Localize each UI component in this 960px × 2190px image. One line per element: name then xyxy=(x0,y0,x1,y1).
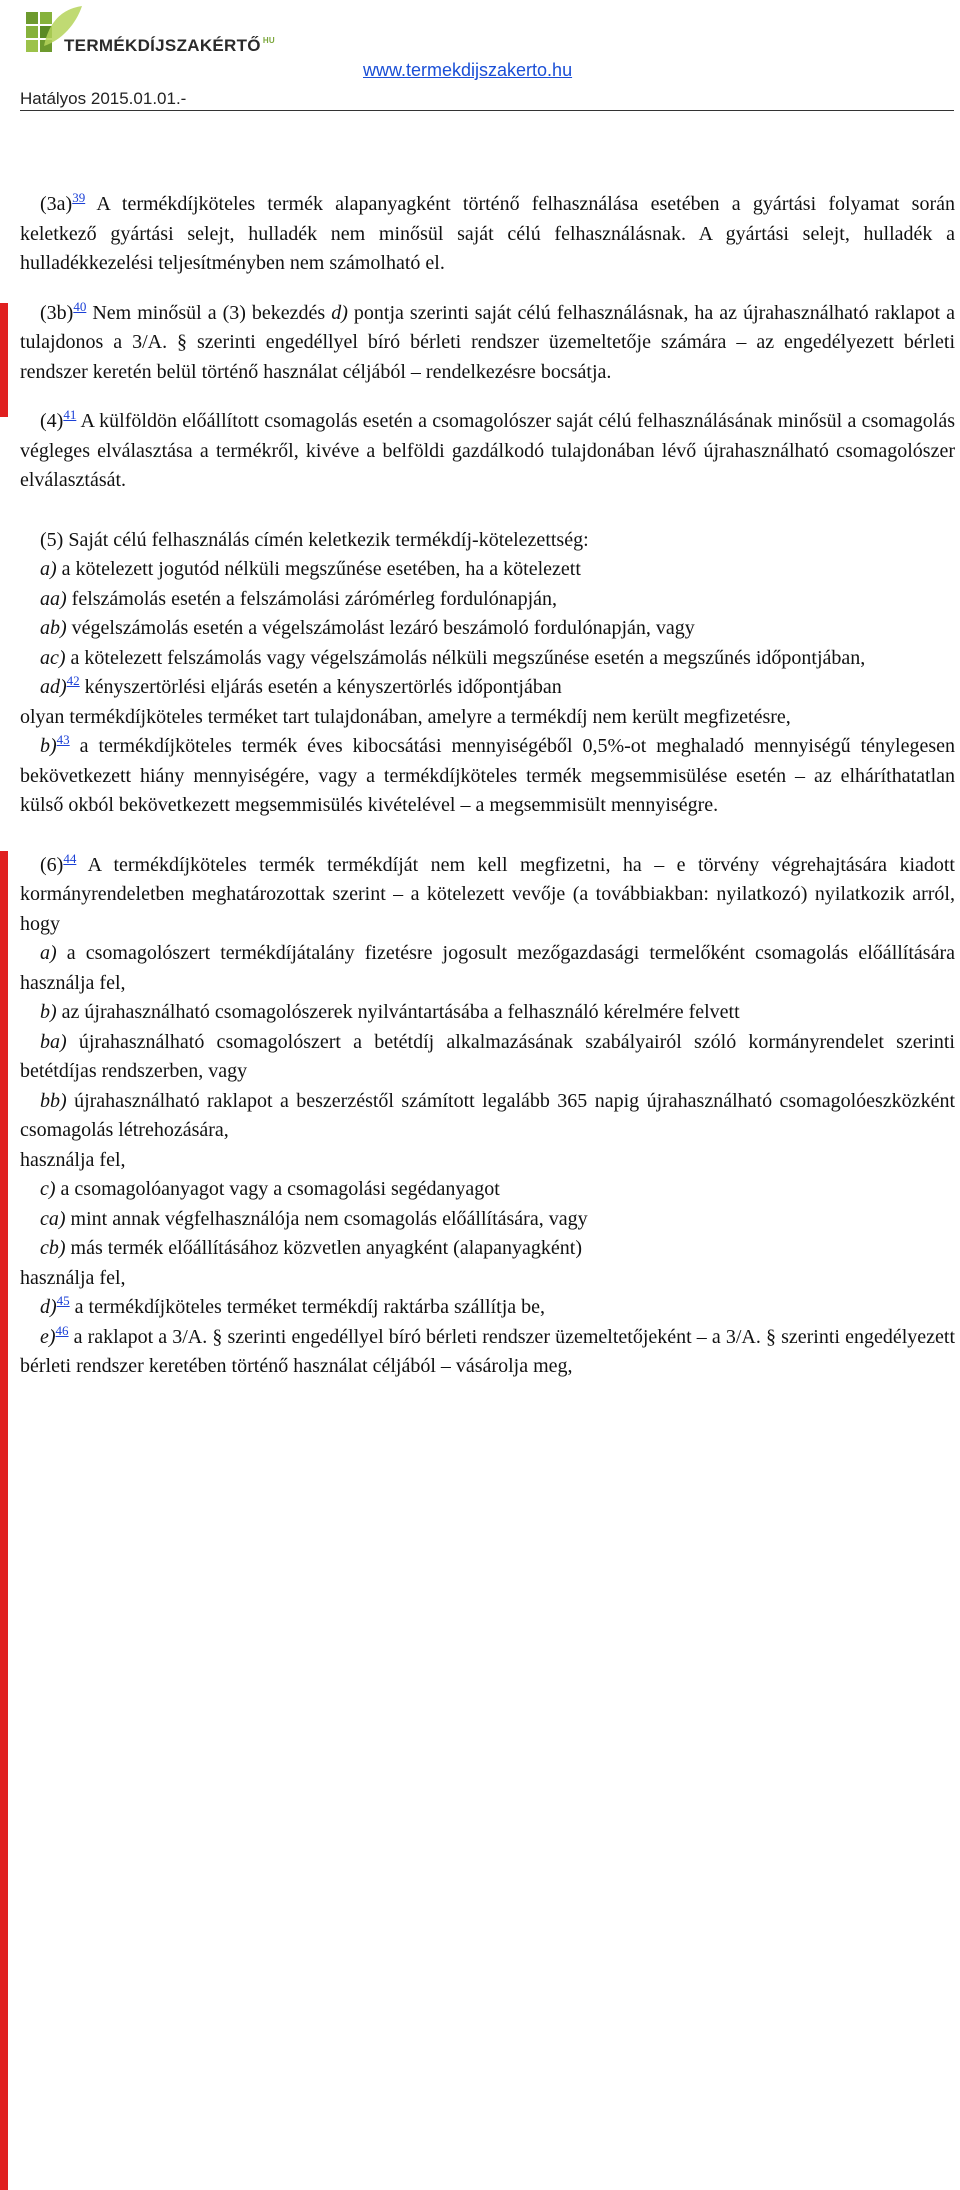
site-url-link[interactable]: www.termekdijszakerto.hu xyxy=(363,60,573,80)
paragraph-6-a: a) a csomagolószert termékdíjátalány fizetésre jogosult mezőgazdasági termelőként csomagolás előállítására használja fel, xyxy=(20,942,955,994)
footnote-ref-43[interactable]: 43 xyxy=(56,732,70,748)
paragraph-5-ab: ab) végelszámolás esetén a végelszámolást lezáró beszámoló fordulónapján, vagy xyxy=(40,617,695,639)
paragraph-5-ad: ad)$^{42}$ kényszertörlési eljárás esetén a kényszertörlés időpontjában xyxy=(40,673,562,698)
paragraph-3b: $(3b)^{40}$ Nem minősül a (3) bekezdés d) pontja szerinti saját célú felhasználásnak, ha az újrahasználható raklapot a tulajdonos a 3/A. § szerinti engedéllyel bíró bérleti rendszer üzemeltetője számára – az engedélyezett bérleti rendszer keretén belül történő használat céljából – rendelkezésre bocsátja. xyxy=(20,299,955,388)
paragraph-5-ac: ac) a kötelezett felszámolás vagy végelszámolás nélküli megszűnése esetén a megszűnés időpontjában, xyxy=(40,646,866,669)
paragraph-3a: $(3a)^{39}$ A termékdíjköteles termék alapanyagként történő felhasználása esetében a gyártási folyamat során keletkező gyártási selejt, hulladék nem minősül saját célú felhasználásnak. A gyártási selejt, hulladék a hulladékkezelési teljesítményben nem számolható el. xyxy=(20,190,955,274)
paragraph-6-bb: bb) újrahasználható raklapot a beszerzéstől számított legalább 365 napig újrahasználható csomagolóeszközként csomagolás létrehozására, xyxy=(20,1089,955,1141)
change-marker xyxy=(0,303,8,417)
paragraph-6-d: d)$^{45}$ a termékdíjköteles terméket termékdíj raktárba szállítja be, xyxy=(40,1293,546,1318)
paragraph-6-cb: cb) más termék előállításához közvetlen anyagként (alapanyagként) xyxy=(40,1237,582,1259)
paragraph-6-c-after: használja fel, xyxy=(20,1266,126,1289)
footnote-ref-42[interactable]: 42 xyxy=(66,673,80,689)
paragraph-5-aa: aa) felszámolás esetén a felszámolási zárómérleg fordulónapján, xyxy=(40,587,558,610)
logo-text: TERMÉKDÍJSZAKÉRTŐ $^{HU}$ xyxy=(64,36,275,55)
paragraph-6-ba: ba) újrahasználható csomagolószert a betétdíj alkalmazásának szabályairól szóló kormányrendelet szerinti betétdíjas rendszerben, vagy xyxy=(20,1030,955,1082)
paragraph-5-intro: (5) Saját célú felhasználás címén keletkezik termékdíj-kötelezettség: xyxy=(40,528,589,551)
footnote-ref-44[interactable]: 44 xyxy=(63,850,77,866)
footnote-ref-45[interactable]: 45 xyxy=(56,1293,70,1309)
header-divider xyxy=(20,110,954,111)
footnote-ref-41[interactable]: 41 xyxy=(63,407,77,423)
paragraph-6-b-after: használja fel, xyxy=(20,1148,126,1171)
paragraph-6-ca: ca) mint annak végfelhasználója nem csomagolás előállítására, vagy xyxy=(40,1207,588,1230)
footnote-ref-40[interactable]: 40 xyxy=(73,298,87,314)
paragraph-6: $(6)^{44}$ A termékdíjköteles termék termékdíját nem kell megfizetni, ha – e törvény végrehajtására kiadott kormányrendeletben meghatározottak szerint – a kötelezett vevője (a továbbiakban: nyilatkozó) nyilatkozik arról, hogy xyxy=(20,851,955,940)
paragraph-5-a: a) a kötelezett jogutód nélküli megszűnése esetében, ha a kötelezett xyxy=(40,558,581,580)
paragraph-6-e: e)$^{46}$ a raklapot a 3/A. § szerinti engedéllyel bíró bérleti rendszer üzemeltetőjeként – a 3/A. § szerinti engedélyezett bérleti rendszer keretében történő használat céljából – vásárolja meg, xyxy=(20,1322,955,1377)
paragraph-6-b: b) az újrahasználható csomagolószerek nyilvántartásába a felhasználó kérelmére felvett xyxy=(40,1001,740,1023)
footnote-ref-46[interactable]: 46 xyxy=(55,1322,69,1338)
paragraph-4: $(4)^{41}$ A külföldön előállított csomagolás esetén a csomagolószer saját célú felhasználásának minősül a csomagolás végleges elválasztása a termékről, kivéve a belföldi gazdálkodó tulajdonában lévő újrahasználható csomagolószer elválasztását. xyxy=(20,407,955,491)
paragraph-5-after-a: olyan termékdíjköteles terméket tart tulajdonában, amelyre a termékdíj nem került megfizetésre, xyxy=(20,705,791,728)
logo xyxy=(24,6,275,60)
effective-date: Hatályos 2015.01.01.- xyxy=(20,89,187,108)
paragraph-5-b: b)$^{43}$ a termékdíjköteles termék éves kibocsátási mennyiségéből 0,5%-ot meghaladó mennyiségű ténylegesen bekövetkezett hiány mennyiségére, vagy a termékdíjköteles termék megsemmisülése esetén – az elháríthatatlan külső okból bekövetkezett megsemmisülés kivételével – a megsemmisült mennyiségre. xyxy=(20,732,955,816)
paragraph-6-c: c) a csomagolóanyagot vagy a csomagolási segédanyagot xyxy=(40,1178,500,1200)
change-marker-long xyxy=(0,851,8,2190)
footnote-ref-39[interactable]: 39 xyxy=(72,190,86,206)
document-body xyxy=(20,190,955,1382)
page-header xyxy=(0,0,960,115)
